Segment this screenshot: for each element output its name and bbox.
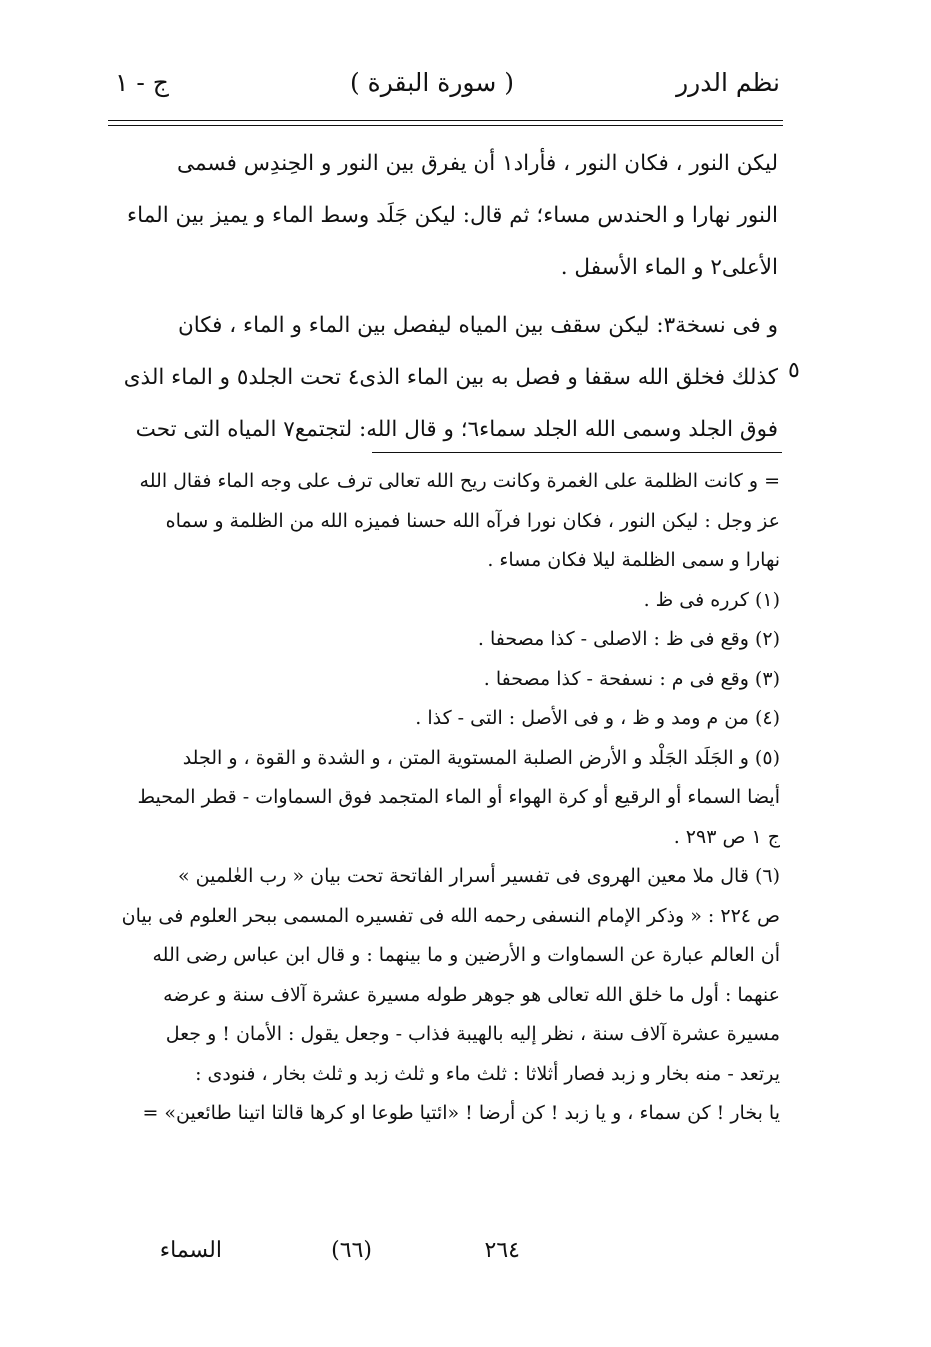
surah-title: ( سورة البقرة ) (349, 68, 514, 97)
footnote-line: ص ٢٢٤ : « وذكر الإمام النسفى رحمه الله فى تفسيره المسمى ببحر العلوم فى بيان (121, 904, 780, 927)
footnote-line: (٥) و الجَلَد الجَلْد و الأرض الصلبة المستوية المتن ، و الشدة و القوة ، و الجلد (182, 746, 780, 769)
text-line: كذلك فخلق الله سقفا و فصل به بين الماء الذى٤ تحت الجلد٥ و الماء الذى (123, 365, 778, 390)
page-number: ٢٦٤ (484, 1238, 520, 1263)
page-header (115, 68, 780, 108)
book-title: نظم الدرر (676, 68, 780, 97)
text-line: و فى نسخة٣: ليكن سقف بين المياه ليفصل بين الماء و الماء ، فكان (177, 313, 778, 338)
part-number: (٦٦) (331, 1238, 372, 1263)
footnote-line: ج ١ ص ٢٩٣ . (673, 825, 780, 848)
page-footer (130, 1238, 690, 1278)
header-rule (108, 120, 783, 121)
footnote-line: يا بخار ! كن سماء ، و يا زبد ! كن أرضا ! «ائتيا طوعا او كرها قالتا اتينا طائعين» = (142, 1102, 780, 1124)
footnote-line: أن العالم عبارة عن السماوات و الأرضين و ما بينهما : و قال ابن عباس رضى الله (152, 944, 780, 966)
footnote-line: = و كانت الظلمة على الغمرة وكانت ريح الله تعالى ترف على وجه الماء فقال الله (139, 470, 780, 492)
text-line: ليكن النور ، فكان النور ، فأراد١ أن يفرق بين النور و الحِندِس فسمى (177, 151, 778, 176)
footnote-line: عنهما : أول ما خلق الله تعالى هو جوهر طوله مسيرة عشرة آلاف سنة و عرضه (163, 983, 780, 1006)
footnote-line: (٢) وقع فى ظ : الاصلى - كذا مصحفا . (477, 628, 780, 650)
line-number-marker: ٥ (788, 358, 800, 383)
header-rule-double (108, 125, 783, 126)
paragraph-2 (118, 300, 778, 456)
main-text (118, 138, 778, 456)
text-line: النور نهارا و الحندس مساء؛ ثم قال: ليكن جَلَد وسط الماء و يميز بين الماء (127, 203, 778, 228)
footnotes (118, 462, 780, 1134)
footnote-separator (372, 452, 782, 453)
footnote-line: عز وجل : ليكن النور ، فكان نورا فرآه الله حسنا فميزه الله من الظلمة و سماه (165, 509, 780, 532)
paragraph-1 (118, 138, 778, 294)
catchword: السماء (159, 1238, 222, 1263)
footnote-line: (٣) وقع فى م : نسفحة - كذا مصحفا . (483, 667, 780, 690)
footnote-line: (٤) من م ومد و ظ ، و فى الأصل : التى - كذا . (415, 707, 780, 729)
footnote-line: (١) كرره فى ظ . (643, 588, 780, 611)
footnote-line: يرتعد - منه بخار و زبد فصار أثلاثا : ثلث ماء و ثلث زبد و ثلث بخار ، فنودى : (195, 1062, 780, 1085)
text-line: فوق الجلد وسمى الله الجلد سماء٦؛ و قال الله: لتجتمع٧ المياه التى تحت (135, 417, 778, 442)
footnote-line: (٦) قال ملا معين الهروى فى تفسير أسرار الفاتحة تحت بيان « رب العٰلمين » (177, 865, 780, 887)
footnote-line: مسيرة عشرة آلاف سنة ، نظر إليه بالهيبة فذاب - وجعل يقول : الأمان ! و جعل (165, 1023, 780, 1045)
footnote-line: نهارا و سمى الظلمة ليلا فكان مساء . (487, 549, 780, 571)
footnote-line: أيضا السماء أو الرقيع أو كرة الهواء أو الماء المتجمد فوق السماوات - قطر المحيط (137, 786, 780, 808)
volume-label: ج - ١ (115, 68, 169, 97)
text-line: الأعلى٢ و الماء الأسفل . (560, 255, 778, 280)
